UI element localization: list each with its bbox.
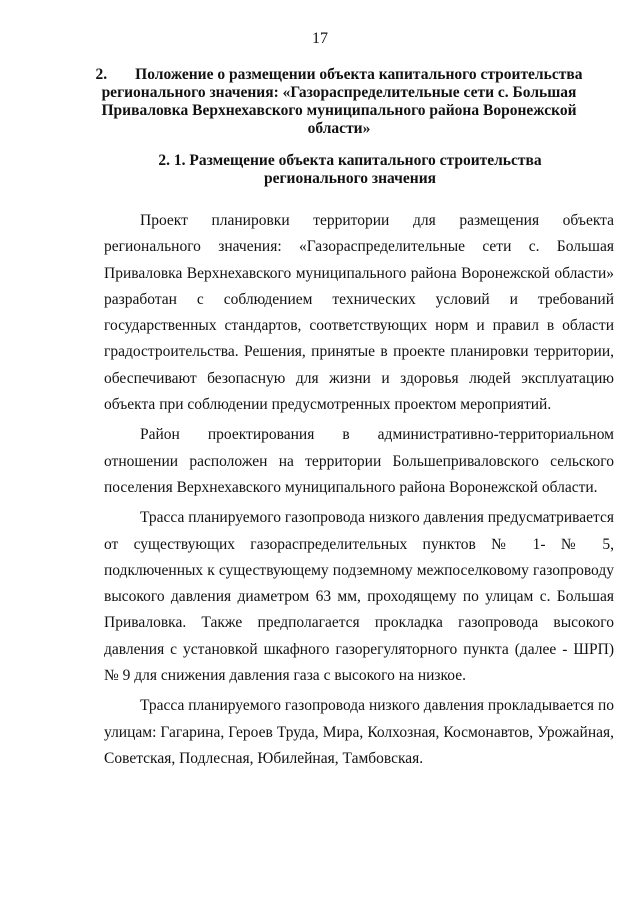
section-heading: [92, 66, 586, 138]
section-number: 2.: [95, 66, 108, 83]
section-title: Положение о размещении объекта капитального строительства регионального значения: «Газораспределительные сети с. Большая Приваловка Верхнехавского муниципального района Воронежской области»: [101, 66, 583, 137]
subsection-heading: 2. 1. Размещение объекта капитального строительства регионального значения: [158, 152, 542, 187]
paragraph: Район проектирования в административно-территориальном отношении расположен на территории Большеприваловского сельского поселения Верхнехавского муниципального района Воронежской области.: [104, 426, 614, 496]
document-body: [104, 208, 614, 776]
page-number: 17: [312, 30, 328, 47]
paragraph: Трасса планируемого газопровода низкого давления прокладывается по улицам: Гагарина, Героев Труда, Мира, Колхозная, Космонавтов, Урожайная, Советская, Подлесная, Юбилейная, Тамбовская.: [104, 697, 614, 767]
paragraph: Проект планировки территории для размещения объекта регионального значения: «Газораспределительные сети с. Большая Приваловка Верхнехавского муниципального района Воронежской области» разработан с соблюдением технических условий и требований государственных стандартов, соответствующих норм и правил в области градостроительства. Решения, принятые в проекте планировки территории, обеспечивают безопасную для жизни и здоровья людей эксплуатацию объекта при соблюдении предусмотренных проектом мероприятий.: [104, 212, 614, 414]
paragraph: Трасса планируемого газопровода низкого давления предусматривается от существующих газораспределительных пунктов № 1- № 5, подключенных к существующему подземному межпоселковому газопроводу высокого давления диаметром 63 мм, проходящему по улицам с. Большая Приваловка. Также предполагается прокладка газопровода высокого давления с установкой шкафного газорегуляторного пункта (далее - ШРП) № 9 для снижения давления газа с высокого на низкое.: [104, 509, 614, 685]
